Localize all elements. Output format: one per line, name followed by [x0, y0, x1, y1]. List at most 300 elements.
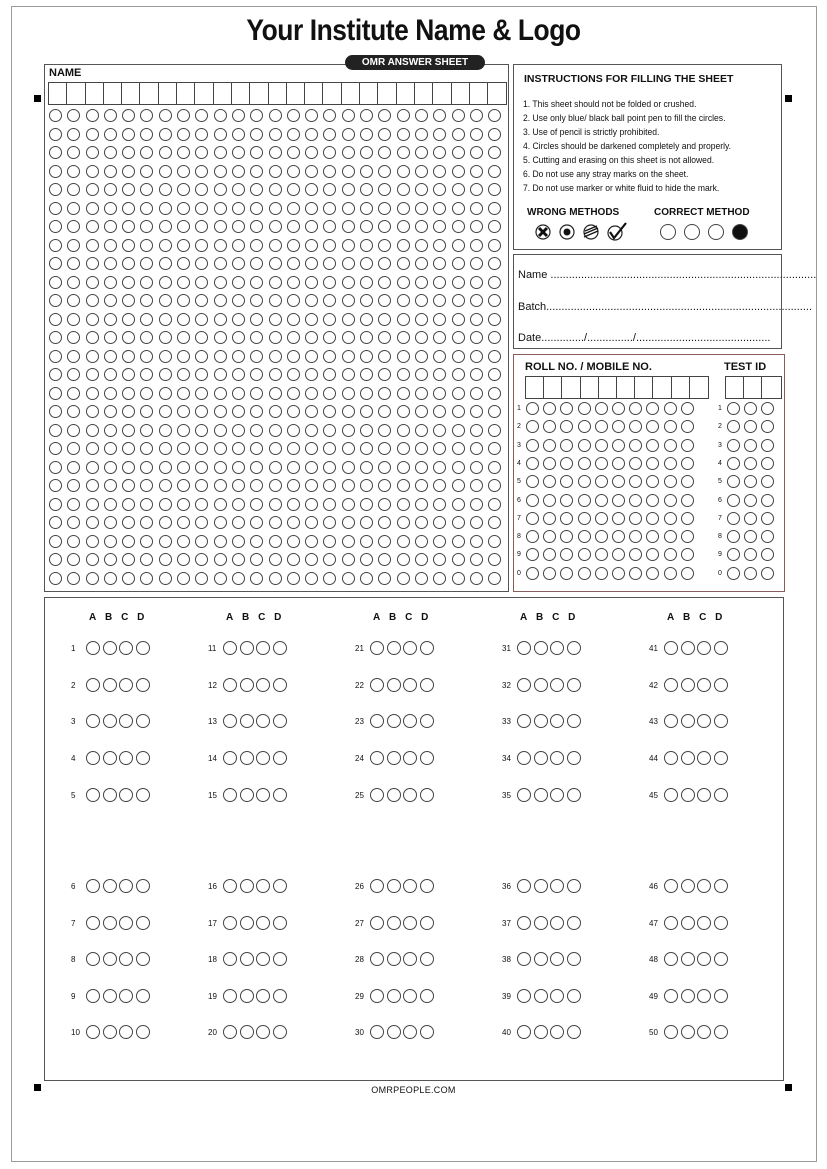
name-bubble[interactable]: [415, 220, 428, 233]
name-bubble[interactable]: [433, 516, 446, 529]
name-bubble[interactable]: [269, 165, 282, 178]
name-bubble[interactable]: [415, 387, 428, 400]
answer-bubble[interactable]: [387, 879, 401, 893]
answer-bubble[interactable]: [273, 788, 287, 802]
name-bubble[interactable]: [433, 276, 446, 289]
name-bubble[interactable]: [104, 350, 117, 363]
name-letter-box[interactable]: [378, 83, 396, 104]
name-bubble[interactable]: [342, 331, 355, 344]
name-bubble[interactable]: [470, 331, 483, 344]
name-bubble[interactable]: [452, 276, 465, 289]
name-bubble[interactable]: [159, 368, 172, 381]
name-bubble[interactable]: [433, 498, 446, 511]
name-bubble[interactable]: [305, 350, 318, 363]
name-bubble[interactable]: [159, 220, 172, 233]
name-bubble[interactable]: [342, 405, 355, 418]
name-bubble[interactable]: [342, 553, 355, 566]
name-bubble[interactable]: [67, 424, 80, 437]
name-bubble[interactable]: [342, 442, 355, 455]
name-bubble[interactable]: [140, 313, 153, 326]
answer-bubble[interactable]: [681, 788, 695, 802]
name-bubble[interactable]: [49, 461, 62, 474]
name-bubble[interactable]: [470, 165, 483, 178]
name-bubble[interactable]: [214, 572, 227, 585]
name-bubble[interactable]: [214, 461, 227, 474]
name-bubble[interactable]: [214, 146, 227, 159]
answer-bubble[interactable]: [370, 989, 384, 1003]
name-bubble[interactable]: [470, 405, 483, 418]
answer-bubble[interactable]: [550, 879, 564, 893]
name-letter-box[interactable]: [232, 83, 250, 104]
name-bubble[interactable]: [287, 368, 300, 381]
name-bubble[interactable]: [104, 424, 117, 437]
answer-bubble[interactable]: [420, 989, 434, 1003]
answer-bubble[interactable]: [550, 952, 564, 966]
name-bubble[interactable]: [452, 202, 465, 215]
name-bubble[interactable]: [49, 239, 62, 252]
roll-digit-box[interactable]: [599, 377, 617, 398]
name-bubble[interactable]: [452, 553, 465, 566]
name-bubble[interactable]: [104, 276, 117, 289]
name-bubble[interactable]: [287, 572, 300, 585]
answer-bubble[interactable]: [664, 641, 678, 655]
name-bubble[interactable]: [269, 424, 282, 437]
answer-bubble[interactable]: [681, 989, 695, 1003]
name-bubble[interactable]: [287, 424, 300, 437]
answer-bubble[interactable]: [420, 916, 434, 930]
answer-bubble[interactable]: [119, 751, 133, 765]
name-bubble[interactable]: [214, 276, 227, 289]
answer-bubble[interactable]: [273, 879, 287, 893]
name-bubble[interactable]: [122, 516, 135, 529]
answer-bubble[interactable]: [119, 788, 133, 802]
name-bubble[interactable]: [67, 553, 80, 566]
name-bubble[interactable]: [232, 109, 245, 122]
test-id-digit-bubble[interactable]: [744, 475, 757, 488]
name-bubble[interactable]: [86, 165, 99, 178]
name-bubble[interactable]: [177, 109, 190, 122]
name-bubble[interactable]: [269, 442, 282, 455]
answer-bubble[interactable]: [86, 714, 100, 728]
name-bubble[interactable]: [360, 516, 373, 529]
name-bubble[interactable]: [104, 183, 117, 196]
answer-bubble[interactable]: [370, 879, 384, 893]
name-bubble[interactable]: [397, 128, 410, 141]
name-bubble[interactable]: [397, 535, 410, 548]
name-bubble[interactable]: [305, 313, 318, 326]
roll-digit-bubble[interactable]: [578, 402, 591, 415]
name-bubble[interactable]: [195, 424, 208, 437]
name-bubble[interactable]: [305, 479, 318, 492]
name-bubble[interactable]: [360, 220, 373, 233]
name-bubble[interactable]: [415, 257, 428, 270]
name-bubble[interactable]: [232, 257, 245, 270]
name-bubble[interactable]: [452, 535, 465, 548]
name-bubble[interactable]: [433, 368, 446, 381]
name-bubble[interactable]: [397, 146, 410, 159]
name-bubble[interactable]: [470, 313, 483, 326]
name-bubble[interactable]: [415, 442, 428, 455]
answer-bubble[interactable]: [86, 788, 100, 802]
answer-bubble[interactable]: [273, 678, 287, 692]
name-bubble[interactable]: [488, 220, 501, 233]
name-bubble[interactable]: [323, 442, 336, 455]
name-bubble[interactable]: [287, 405, 300, 418]
roll-digit-box[interactable]: [690, 377, 708, 398]
name-bubble[interactable]: [49, 368, 62, 381]
name-bubble[interactable]: [397, 165, 410, 178]
roll-digit-bubble[interactable]: [664, 402, 677, 415]
roll-digit-bubble[interactable]: [646, 439, 659, 452]
name-bubble[interactable]: [195, 442, 208, 455]
answer-bubble[interactable]: [664, 751, 678, 765]
name-bubble[interactable]: [305, 461, 318, 474]
roll-digit-box[interactable]: [562, 377, 580, 398]
name-bubble[interactable]: [305, 165, 318, 178]
roll-digit-bubble[interactable]: [612, 548, 625, 561]
name-bubble[interactable]: [104, 572, 117, 585]
name-letter-box[interactable]: [305, 83, 323, 104]
name-bubble[interactable]: [488, 368, 501, 381]
name-bubble[interactable]: [67, 516, 80, 529]
name-bubble[interactable]: [342, 313, 355, 326]
name-bubble[interactable]: [49, 128, 62, 141]
test-id-digit-box[interactable]: [726, 377, 744, 398]
name-bubble[interactable]: [269, 461, 282, 474]
name-bubble[interactable]: [86, 202, 99, 215]
name-bubble[interactable]: [360, 405, 373, 418]
answer-bubble[interactable]: [240, 788, 254, 802]
roll-digit-bubble[interactable]: [560, 402, 573, 415]
answer-bubble[interactable]: [697, 788, 711, 802]
name-bubble[interactable]: [177, 405, 190, 418]
roll-digit-bubble[interactable]: [543, 548, 556, 561]
name-bubble[interactable]: [159, 553, 172, 566]
name-bubble[interactable]: [360, 535, 373, 548]
name-bubble[interactable]: [452, 146, 465, 159]
name-bubble[interactable]: [67, 313, 80, 326]
answer-bubble[interactable]: [517, 989, 531, 1003]
name-bubble[interactable]: [250, 276, 263, 289]
name-bubble[interactable]: [397, 313, 410, 326]
name-bubble[interactable]: [287, 387, 300, 400]
name-bubble[interactable]: [195, 331, 208, 344]
name-bubble[interactable]: [67, 405, 80, 418]
answer-bubble[interactable]: [273, 1025, 287, 1039]
name-bubble[interactable]: [488, 128, 501, 141]
name-bubble[interactable]: [323, 202, 336, 215]
name-bubble[interactable]: [104, 331, 117, 344]
name-bubble[interactable]: [177, 387, 190, 400]
name-bubble[interactable]: [269, 572, 282, 585]
name-bubble[interactable]: [488, 331, 501, 344]
name-bubble[interactable]: [452, 109, 465, 122]
answer-bubble[interactable]: [420, 641, 434, 655]
name-bubble[interactable]: [159, 294, 172, 307]
roll-digit-bubble[interactable]: [664, 420, 677, 433]
name-bubble[interactable]: [86, 387, 99, 400]
roll-digit-bubble[interactable]: [629, 494, 642, 507]
name-bubble[interactable]: [415, 276, 428, 289]
name-bubble[interactable]: [433, 165, 446, 178]
name-bubble[interactable]: [104, 479, 117, 492]
name-letter-box[interactable]: [195, 83, 213, 104]
name-bubble[interactable]: [287, 202, 300, 215]
name-bubble[interactable]: [287, 479, 300, 492]
name-letter-box[interactable]: [452, 83, 470, 104]
name-bubble[interactable]: [360, 313, 373, 326]
answer-bubble[interactable]: [240, 916, 254, 930]
answer-bubble[interactable]: [223, 641, 237, 655]
name-bubble[interactable]: [397, 516, 410, 529]
answer-bubble[interactable]: [517, 916, 531, 930]
name-bubble[interactable]: [452, 572, 465, 585]
test-id-digit-bubble[interactable]: [744, 457, 757, 470]
answer-bubble[interactable]: [534, 641, 548, 655]
name-bubble[interactable]: [195, 146, 208, 159]
name-letter-box[interactable]: [104, 83, 122, 104]
name-bubble[interactable]: [214, 294, 227, 307]
roll-digit-bubble[interactable]: [646, 567, 659, 580]
name-bubble[interactable]: [140, 128, 153, 141]
name-bubble[interactable]: [86, 257, 99, 270]
name-letter-box[interactable]: [269, 83, 287, 104]
name-bubble[interactable]: [323, 553, 336, 566]
name-bubble[interactable]: [452, 165, 465, 178]
answer-bubble[interactable]: [103, 989, 117, 1003]
answer-bubble[interactable]: [714, 1025, 728, 1039]
name-bubble[interactable]: [470, 294, 483, 307]
name-bubble[interactable]: [159, 257, 172, 270]
name-bubble[interactable]: [360, 498, 373, 511]
roll-digit-bubble[interactable]: [612, 439, 625, 452]
name-bubble[interactable]: [378, 313, 391, 326]
name-bubble[interactable]: [140, 257, 153, 270]
answer-bubble[interactable]: [550, 641, 564, 655]
name-bubble[interactable]: [488, 239, 501, 252]
name-bubble[interactable]: [195, 183, 208, 196]
answer-bubble[interactable]: [714, 678, 728, 692]
answer-bubble[interactable]: [256, 989, 270, 1003]
answer-bubble[interactable]: [697, 678, 711, 692]
name-bubble[interactable]: [159, 387, 172, 400]
name-bubble[interactable]: [67, 572, 80, 585]
answer-bubble[interactable]: [403, 989, 417, 1003]
roll-digit-bubble[interactable]: [646, 420, 659, 433]
name-bubble[interactable]: [177, 442, 190, 455]
name-letter-box[interactable]: [49, 83, 67, 104]
name-bubble[interactable]: [305, 405, 318, 418]
name-bubble[interactable]: [397, 498, 410, 511]
name-bubble[interactable]: [214, 350, 227, 363]
name-bubble[interactable]: [140, 146, 153, 159]
roll-digit-bubble[interactable]: [646, 457, 659, 470]
name-bubble[interactable]: [250, 202, 263, 215]
answer-bubble[interactable]: [714, 952, 728, 966]
name-bubble[interactable]: [269, 220, 282, 233]
name-bubble[interactable]: [342, 479, 355, 492]
name-bubble[interactable]: [177, 350, 190, 363]
name-bubble[interactable]: [305, 294, 318, 307]
answer-bubble[interactable]: [256, 788, 270, 802]
name-letter-box[interactable]: [433, 83, 451, 104]
name-bubble[interactable]: [342, 535, 355, 548]
name-bubble[interactable]: [67, 257, 80, 270]
name-bubble[interactable]: [397, 442, 410, 455]
name-bubble[interactable]: [86, 368, 99, 381]
name-bubble[interactable]: [122, 424, 135, 437]
name-bubble[interactable]: [433, 442, 446, 455]
name-bubble[interactable]: [470, 220, 483, 233]
name-bubble[interactable]: [86, 479, 99, 492]
answer-bubble[interactable]: [119, 678, 133, 692]
name-bubble[interactable]: [195, 405, 208, 418]
answer-bubble[interactable]: [567, 678, 581, 692]
name-bubble[interactable]: [122, 535, 135, 548]
roll-digit-bubble[interactable]: [664, 567, 677, 580]
answer-bubble[interactable]: [223, 989, 237, 1003]
name-bubble[interactable]: [287, 276, 300, 289]
name-bubble[interactable]: [470, 442, 483, 455]
name-bubble[interactable]: [177, 165, 190, 178]
name-bubble[interactable]: [433, 313, 446, 326]
name-bubble[interactable]: [397, 350, 410, 363]
name-bubble[interactable]: [232, 535, 245, 548]
answer-bubble[interactable]: [697, 989, 711, 1003]
name-bubble[interactable]: [305, 202, 318, 215]
name-bubble[interactable]: [269, 479, 282, 492]
name-bubble[interactable]: [250, 479, 263, 492]
answer-bubble[interactable]: [273, 641, 287, 655]
answer-bubble[interactable]: [103, 714, 117, 728]
name-bubble[interactable]: [214, 535, 227, 548]
name-bubble[interactable]: [323, 128, 336, 141]
name-bubble[interactable]: [104, 535, 117, 548]
answer-bubble[interactable]: [403, 641, 417, 655]
name-bubble[interactable]: [323, 479, 336, 492]
roll-digit-bubble[interactable]: [595, 457, 608, 470]
answer-bubble[interactable]: [240, 714, 254, 728]
name-bubble[interactable]: [342, 146, 355, 159]
answer-bubble[interactable]: [697, 714, 711, 728]
roll-digit-bubble[interactable]: [646, 402, 659, 415]
name-letter-box[interactable]: [159, 83, 177, 104]
roll-digit-bubble[interactable]: [526, 494, 539, 507]
name-bubble[interactable]: [269, 276, 282, 289]
answer-bubble[interactable]: [697, 916, 711, 930]
test-id-digit-bubble[interactable]: [761, 457, 774, 470]
name-bubble[interactable]: [397, 109, 410, 122]
answer-bubble[interactable]: [714, 714, 728, 728]
name-bubble[interactable]: [250, 257, 263, 270]
name-bubble[interactable]: [159, 535, 172, 548]
name-bubble[interactable]: [159, 239, 172, 252]
name-bubble[interactable]: [104, 405, 117, 418]
name-bubble[interactable]: [177, 331, 190, 344]
roll-digit-bubble[interactable]: [595, 567, 608, 580]
roll-digit-bubble[interactable]: [612, 420, 625, 433]
name-bubble[interactable]: [177, 535, 190, 548]
name-bubble[interactable]: [342, 461, 355, 474]
name-bubble[interactable]: [433, 220, 446, 233]
answer-bubble[interactable]: [370, 952, 384, 966]
name-bubble[interactable]: [177, 294, 190, 307]
answer-bubble[interactable]: [103, 788, 117, 802]
answer-bubble[interactable]: [534, 879, 548, 893]
name-bubble[interactable]: [305, 257, 318, 270]
name-bubble[interactable]: [397, 220, 410, 233]
name-bubble[interactable]: [287, 109, 300, 122]
name-bubble[interactable]: [122, 239, 135, 252]
name-letter-box[interactable]: [250, 83, 268, 104]
answer-bubble[interactable]: [103, 1025, 117, 1039]
name-bubble[interactable]: [232, 516, 245, 529]
name-bubble[interactable]: [49, 331, 62, 344]
test-id-digit-bubble[interactable]: [761, 512, 774, 525]
answer-bubble[interactable]: [534, 952, 548, 966]
roll-digit-bubble[interactable]: [629, 475, 642, 488]
answer-bubble[interactable]: [534, 714, 548, 728]
name-bubble[interactable]: [214, 202, 227, 215]
name-bubble[interactable]: [452, 239, 465, 252]
name-bubble[interactable]: [342, 128, 355, 141]
name-bubble[interactable]: [415, 350, 428, 363]
answer-bubble[interactable]: [534, 916, 548, 930]
roll-digit-bubble[interactable]: [578, 457, 591, 470]
name-bubble[interactable]: [305, 387, 318, 400]
roll-digit-box[interactable]: [672, 377, 690, 398]
roll-digit-bubble[interactable]: [578, 439, 591, 452]
name-bubble[interactable]: [378, 350, 391, 363]
roll-digit-bubble[interactable]: [629, 420, 642, 433]
name-bubble[interactable]: [305, 424, 318, 437]
name-bubble[interactable]: [378, 572, 391, 585]
name-bubble[interactable]: [488, 387, 501, 400]
test-id-digit-bubble[interactable]: [744, 402, 757, 415]
test-id-digit-bubble[interactable]: [727, 457, 740, 470]
name-bubble[interactable]: [122, 331, 135, 344]
name-bubble[interactable]: [269, 146, 282, 159]
answer-bubble[interactable]: [223, 751, 237, 765]
roll-digit-bubble[interactable]: [543, 530, 556, 543]
roll-digit-bubble[interactable]: [560, 457, 573, 470]
name-bubble[interactable]: [378, 239, 391, 252]
roll-digit-bubble[interactable]: [526, 512, 539, 525]
name-bubble[interactable]: [49, 405, 62, 418]
name-bubble[interactable]: [159, 165, 172, 178]
name-bubble[interactable]: [232, 553, 245, 566]
answer-bubble[interactable]: [567, 952, 581, 966]
name-bubble[interactable]: [232, 368, 245, 381]
name-bubble[interactable]: [452, 294, 465, 307]
answer-bubble[interactable]: [103, 751, 117, 765]
name-bubble[interactable]: [250, 165, 263, 178]
roll-digit-bubble[interactable]: [681, 567, 694, 580]
name-bubble[interactable]: [287, 146, 300, 159]
name-bubble[interactable]: [104, 109, 117, 122]
name-bubble[interactable]: [159, 461, 172, 474]
answer-bubble[interactable]: [550, 751, 564, 765]
name-bubble[interactable]: [195, 220, 208, 233]
test-id-digit-bubble[interactable]: [727, 548, 740, 561]
roll-digit-bubble[interactable]: [578, 494, 591, 507]
name-bubble[interactable]: [488, 257, 501, 270]
answer-bubble[interactable]: [567, 788, 581, 802]
name-bubble[interactable]: [415, 331, 428, 344]
answer-bubble[interactable]: [534, 788, 548, 802]
name-bubble[interactable]: [433, 572, 446, 585]
name-bubble[interactable]: [287, 535, 300, 548]
